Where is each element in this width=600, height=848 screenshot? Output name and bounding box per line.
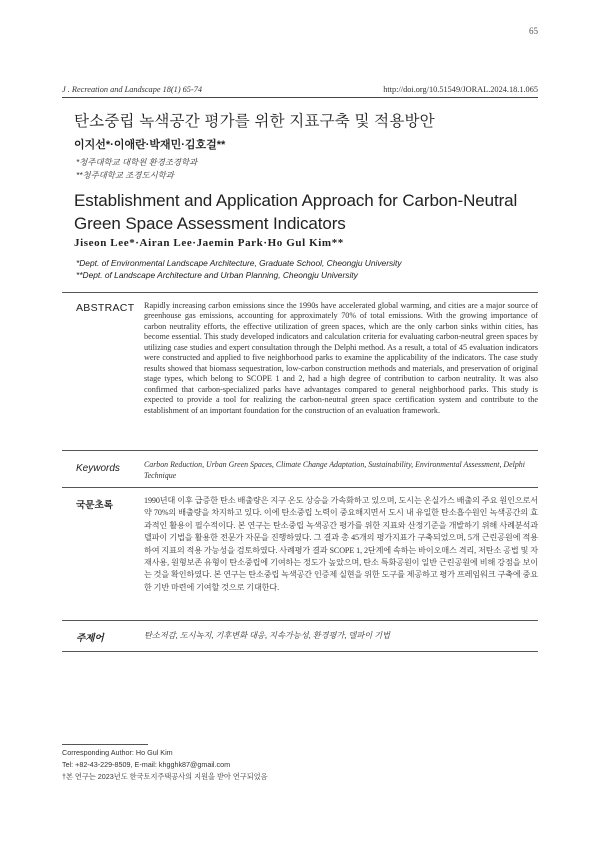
english-affiliation-1: *Dept. of Environmental Landscape Architecture, Graduate School, Cheongju University <box>76 258 402 268</box>
section-divider <box>62 450 538 451</box>
section-divider <box>62 487 538 488</box>
section-divider <box>62 651 538 652</box>
english-title: Establishment and Application Approach for Carbon-Neutral Green Space Assessment Indicators <box>74 191 518 233</box>
keywords-text: Carbon Reduction, Urban Green Spaces, Climate Change Adaptation, Sustainability, Environmental Assessment, Delphi Technique <box>144 460 525 480</box>
keywords-label: Keywords <box>76 463 120 474</box>
footnote-divider <box>62 744 148 745</box>
corresponding-author: Corresponding Author: Ho Gul Kim <box>62 748 173 757</box>
funding-note: †본 연구는 2023년도 한국토지주택공사의 지원을 받아 연구되었음 <box>62 772 268 781</box>
korean-authors: 이지선*·이애란·박재민·김호걸** <box>74 139 226 151</box>
korean-keywords-label: 주제어 <box>76 633 104 644</box>
korean-title: 탄소중립 녹색공간 평가를 위한 지표구축 및 적용방안 <box>74 113 435 130</box>
english-affiliation-2: **Dept. of Landscape Architecture and Urban Planning, Cheongju University <box>76 270 358 280</box>
header-divider <box>62 97 538 98</box>
korean-keywords-text: 탄소저감, 도시녹지, 기후변화 대응, 지속가능성, 환경평가, 델파이 기법 <box>144 631 391 640</box>
abstract-text: Rapidly increasing carbon emissions since the 1990s have accelerated global warming, and cities are a major source of greenhouse gas emissions, accounting for approximately 70% of total emissions. With the growing importance of carbon neutrality efforts, the effective utilization of green spaces, which are the only carbon sinks within cities, has become essential. This study developed indicators and calculation criteria for evaluating carbon-neutral green spaces by utilizing case studies and expert consultation through the Delphi method. As a result, a total of 45 evaluation indicators were constructed and applied to five neighborhood parks to examine the applicability of the indicators. The case study results showed that biomass sequestration, low-carbon construction methods and materials, and preservation of original stage types, which belong to SCOPE 1 and 2, had a high degree of contribution to carbon neutrality. It was also confirmed that carbon-specialized parks have advantages compared to general neighborhood parks. This study is expected to provide a tool for realizing the carbon-neutral green space certification system and contribute to the establishment of an important foundation for the construction of an evaluation framework. <box>144 301 538 415</box>
korean-affiliation-2: **청주대학교 조경도시학과 <box>76 170 174 180</box>
journal-citation: J . Recreation and Landscape 18(1) 65-74 <box>62 85 203 94</box>
page-number: 65 <box>529 26 538 36</box>
section-divider <box>62 620 538 621</box>
section-divider <box>62 292 538 293</box>
korean-abstract-label: 국문초록 <box>76 500 114 511</box>
korean-affiliation-1: *청주대학교 대학원 환경조경학과 <box>76 157 198 167</box>
abstract-label: ABSTRACT <box>76 302 135 314</box>
contact-info: Tel: +82-43-229-8509, E-mail: khgghk87@gmail.com <box>62 760 231 769</box>
english-authors: Jiseon Lee*·Airan Lee·Jaemin Park·Ho Gul Kim** <box>74 237 344 249</box>
doi-link[interactable]: http://doi.org/10.51549/JORAL.2024.18.1.065 <box>383 85 538 94</box>
korean-abstract-text: 1990년대 이후 급증한 탄소 배출량은 지구 온도 상승을 가속화하고 있으며, 도시는 온실가스 배출의 주요 원인으로서 약 70%의 배출량을 차지하고 있다. 이에 탄소중립 노력이 중요해지면서 도시 내 유일한 탄소흡수원인 녹색공간의 효과적인 활용이 필수적이다. 본 연구는 탄소중립 녹색공간 평가를 위한 지표와 산정기준을 개발하기 위해 사례분석과 델파이 기법을 활용한 전문가 자문을 진행하였다. 그 결과 총 45개의 평가지표가 구축되었으며, 5개 근린공원에 적용하여 지표의 적용 가능성을 검토하였다. 사례평가 결과 SCOPE 1, 2단계에 속하는 바이오매스 격리, 저탄소 공법 및 자재사용, 원형보존 유형이 탄소중립에 기여하는 정도가 높았으며, 탄소 특화공원이 일반 근린공원에 비해 강점을 보이는 것을 확인하였다. 본 연구는 탄소중립 녹색공간 인증제 실현을 위한 도구를 제공하고 평가 프레임워크 구축에 중요한 기반 마련에 기여할 것으로 기대한다. <box>144 496 538 592</box>
